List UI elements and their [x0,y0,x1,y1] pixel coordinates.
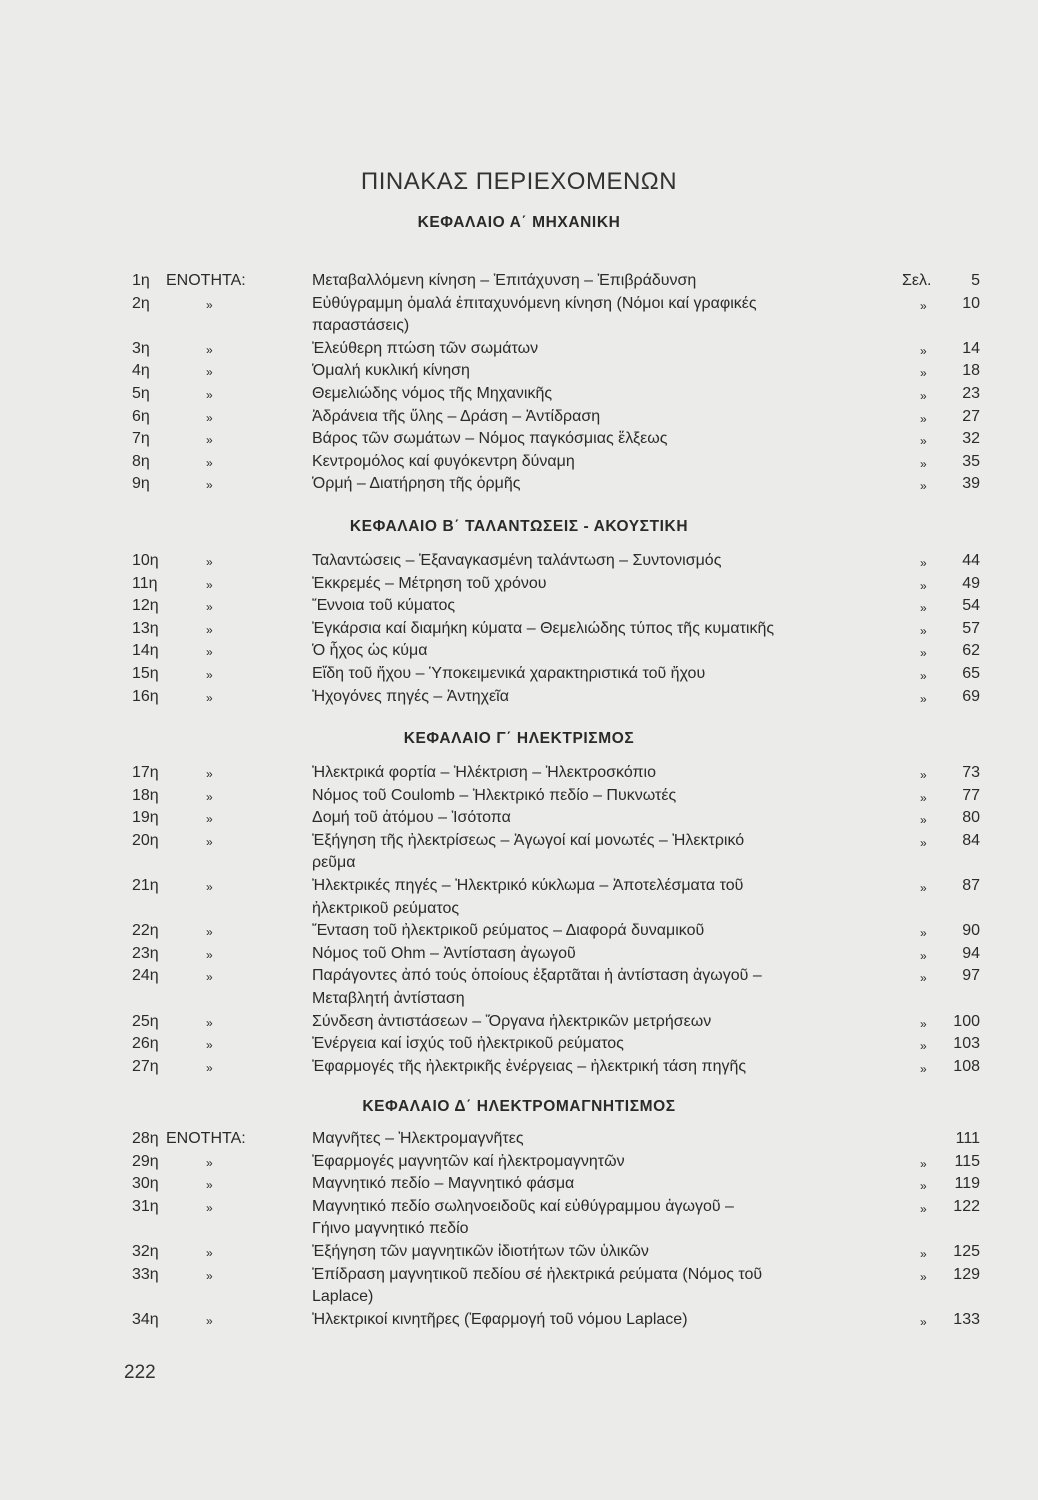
entry-unit-label: » [206,1313,213,1328]
ditto-mark: » [920,601,927,616]
entry-page: 84 [962,831,980,849]
entry-title-continued: ἠλεκτρικοῦ ρεύματος [312,899,460,917]
entry-title: Μαγνητικό πεδίο σωληνοειδοῦς καί εὐθύγραμμου ἀγωγοῦ – [312,1197,734,1215]
entry-unit-label: ΕΝΟΤΗΤΑ: [166,272,246,289]
entry-unit-label: » [206,947,213,962]
chapter-heading: ΚΕΦΑΛΑΙΟ Δ΄ ΗΛΕΚΤΡΟΜΑΓΝΗΤΙΣΜΟΣ [362,1098,676,1115]
ditto-mark: » [920,881,927,895]
entry-number: 32η [132,1243,159,1260]
ditto-mark: » [920,1269,927,1284]
entry-page: 100 [953,1012,980,1030]
entry-number: 27η [132,1057,159,1075]
ditto-mark: » [920,1201,927,1216]
entry-number: 1η [132,272,150,289]
ditto-mark: » [920,948,927,963]
entry-page: 77 [962,786,980,804]
entry-page: 129 [953,1265,980,1283]
ditto-mark: » [920,768,927,782]
ditto-mark: » [920,1179,927,1194]
ditto-mark: » [920,669,927,683]
entry-unit-label: » [206,1015,213,1030]
ditto-mark: » [920,835,927,850]
entry-number: 12η [132,597,159,615]
entry-unit-label: » [206,690,213,705]
entry-unit-label: » [206,668,213,682]
entry-page: 14 [962,339,980,357]
entry-title: Ἐλεύθερη πτώση τῶν σωμάτων [312,339,539,357]
ditto-mark: » [920,926,927,941]
entry-number: 10η [132,552,159,569]
entry-title: Ὁ ἦχος ὡς κύμα [312,642,428,660]
entry-title: Ἀδράνεια τῆς ὕλης – Δράση – Ἀντίδραση [312,407,601,425]
entry-page: 18 [962,362,980,380]
entry-title: Μαγνῆτες – Ἠλεκτρομαγνῆτες [312,1130,524,1147]
entry-unit-label: » [206,555,213,569]
entry-page: 35 [962,452,980,470]
entry-page: 5 [971,272,980,289]
entry-title: Ὁρμή – Διατήρηση τῆς ὁρμῆς [312,475,521,493]
entry-unit-label: » [206,577,213,592]
entry-page: 103 [953,1035,980,1053]
entry-page: 97 [962,967,980,985]
entry-title: Ἠλεκτρικές πηγές – Ἠλεκτρικό κύκλωμα – Ἀποτελέσματα τοῦ [312,877,744,894]
entry-page: 115 [954,1152,980,1170]
entry-title: Ἠλεκτρικά φορτία – Ἠλέκτριση – Ἠλεκτροσκόπιο [312,764,656,781]
entry-title: Μαγνητικό πεδίο – Μαγνητικό φάσμα [312,1175,575,1193]
ditto-mark: » [920,556,927,570]
entry-title: Ἐφαρμογές τῆς ἠλεκτρικῆς ἐνέργειας – ἠλεκτρική τάση πηγῆς [312,1057,747,1075]
entry-page: 94 [962,944,980,962]
entry-number: 3η [132,339,150,357]
entry-number: 25η [132,1012,159,1030]
ditto-mark: » [920,1314,927,1329]
entry-page: 10 [962,294,980,312]
entry-unit-label: » [206,388,213,402]
entry-number: 4η [132,362,150,380]
entry-title: Ἐξήγηση τῆς ἠλεκτρίσεως – Ἀγωγοί καί μονωτές – Ἠλεκτρικό [312,831,745,849]
entry-page: 69 [962,687,980,705]
entry-unit-label: » [206,622,213,637]
entry-title: Ἐνέργεια καί ἰσχύς τοῦ ἠλεκτρικοῦ ρεύματος [312,1035,624,1053]
entry-title: Νόμος τοῦ Ohm – Ἀντίσταση ἀγωγοῦ [312,944,576,962]
ditto-mark: » [920,298,927,313]
entry-number: 16η [132,687,159,705]
entry-title: Ἐκκρεμές – Μέτρηση τοῦ χρόνου [312,574,547,592]
ditto-mark: » [920,1247,927,1261]
entry-page: 111 [955,1130,980,1147]
entry-number: 21η [132,877,159,894]
ditto-mark: » [920,1016,927,1031]
entry-page: 80 [962,809,980,827]
entry-number: 19η [132,809,159,827]
entry-number: 22η [132,922,159,940]
entry-number: 28η [132,1130,159,1147]
ditto-mark: » [920,366,927,381]
entry-title-continued: Laplace) [312,1288,374,1306]
entry-unit-label: » [206,342,213,357]
entry-number: 30η [132,1175,159,1193]
entry-title: Εἴδη τοῦ ἤχου – Ὑποκειμενικά χαρακτηριστικά τοῦ ἤχου [312,665,706,682]
entry-unit-label: » [206,1155,213,1170]
entry-unit-label: » [206,433,213,448]
entry-page: 49 [962,574,980,592]
entry-number: 11η [132,574,158,592]
page-title: ΠΙΝΑΚΑΣ ΠΕΡΙΕΧΟΜΕΝΩΝ [360,168,678,195]
entry-number: 6η [132,407,150,425]
entry-title: Δομή τοῦ ἀτόμου – Ἰσότοπα [312,809,511,827]
entry-number: 18η [132,786,159,804]
entry-unit-label: » [206,789,213,804]
entry-number: 29η [132,1152,159,1170]
entry-title: Ἐπίδραση μαγνητικοῦ πεδίου σέ ἠλεκτρικά ρεύματα (Νόμος τοῦ [312,1265,763,1283]
entry-title: Κεντρομόλος καί φυγόκεντρη δύναμη [312,452,575,470]
entry-title: Νόμος τοῦ Coulomb – Ἠλεκτρικό πεδίο – Πυκνωτές [312,786,677,804]
entry-page: 32 [962,430,980,448]
entry-title: Εὐθύγραμμη ὁμαλά ἐπιταχυνόμενη κίνηση (Νόμοι καί γραφικές [312,294,757,312]
entry-title: Ἠλεκτρικοί κινητῆρες (Ἐφαρμογή τοῦ νόμου Laplace) [312,1310,688,1328]
entry-title: Ταλαντώσεις – Ἐξαναγκασμένη ταλάντωση – Συντονισμός [312,552,722,569]
chapter-heading: ΚΕΦΑΛΑΙΟ Γ΄ ΗΛΕΚΤΡΙΣΜΟΣ [403,730,635,747]
entry-title: Ἐγκάρσια καί διαμήκη κύματα – Θεμελιώδης τύπος τῆς κυματικῆς [312,619,775,637]
entry-page: 90 [962,922,980,940]
page-label: Σελ. [902,272,932,289]
ditto-mark: » [920,813,927,828]
entry-page: 65 [962,665,980,682]
entry-unit-label: ΕΝΟΤΗΤΑ: [166,1130,246,1147]
entry-page: 27 [962,407,980,425]
ditto-mark: » [920,479,927,494]
ditto-mark: » [920,1156,927,1171]
entry-title: Ἐξήγηση τῶν μαγνητικῶν ἰδιοτήτων τῶν ὑλικῶν [312,1243,649,1260]
entry-unit-label: » [206,1200,213,1215]
entry-unit-label: » [206,600,213,615]
entry-number: 34η [132,1310,159,1328]
entry-page: 133 [953,1310,980,1328]
entry-title: Σύνδεση ἀντιστάσεων – Ὄργανα ἠλεκτρικῶν μετρήσεων [312,1012,712,1030]
entry-title: Θεμελιώδης νόμος τῆς Μηχανικῆς [312,385,553,402]
entry-number: 9η [132,475,150,493]
entry-unit-label: » [206,1038,213,1053]
entry-number: 33η [132,1265,159,1283]
entry-number: 20η [132,831,159,849]
page-number: 222 [124,1362,156,1383]
entry-title: Ἔννοια τοῦ κύματος [312,597,456,615]
entry-title: Ἐφαρμογές μαγνητῶν καί ἠλεκτρομαγνητῶν [312,1152,625,1170]
ditto-mark: » [920,623,927,638]
entry-unit-label: » [206,645,213,660]
ditto-mark: » [920,389,927,403]
entry-unit-label: » [206,1246,213,1260]
ditto-mark: » [920,578,927,593]
entry-title-continued: παραστάσεις) [312,317,410,335]
ditto-mark: » [920,790,927,805]
entry-page: 57 [962,619,980,637]
entry-page: 23 [962,385,980,402]
entry-page: 62 [962,642,980,660]
entry-page: 125 [953,1243,980,1260]
ditto-mark: » [920,646,927,661]
entry-unit-label: » [206,1268,213,1283]
ditto-mark: » [920,411,927,426]
entry-unit-label: » [206,478,213,493]
entry-title: Ὁμαλή κυκλική κίνηση [312,362,470,380]
entry-number: 26η [132,1035,159,1053]
entry-title-continued: ρεῦμα [312,854,356,872]
entry-number: 23η [132,944,159,962]
entry-unit-label: » [206,767,213,781]
entry-page: 54 [962,597,980,615]
entry-number: 14η [132,642,159,660]
entry-page: 44 [962,552,980,569]
entry-unit-label: » [206,970,213,985]
entry-title-continued: Γήινο μαγνητικό πεδίο [312,1220,469,1238]
entry-title: Παράγοντες ἀπό τούς ὁποίους ἐξαρτᾶται ἡ ἀντίσταση ἀγωγοῦ – [312,967,762,985]
entry-number: 15η [132,665,159,682]
entry-unit-label: » [206,365,213,380]
entry-page: 87 [962,877,980,894]
entry-number: 17η [132,764,159,781]
entry-number: 31η [132,1197,159,1215]
ditto-mark: » [920,456,927,471]
ditto-mark: » [920,1039,927,1054]
entry-title: Ἔνταση τοῦ ἠλεκτρικοῦ ρεύματος – Διαφορά δυναμικοῦ [312,922,705,940]
entry-unit-label: » [206,925,213,940]
ditto-mark: » [920,343,927,358]
ditto-mark: » [920,1061,927,1076]
entry-number: 8η [132,452,150,470]
ditto-mark: » [920,434,927,449]
chapter-heading: ΚΕΦΑΛΑΙΟ Β΄ ΤΑΛΑΝΤΩΣΕΙΣ - ΑΚΟΥΣΤΙΚΗ [349,518,689,535]
entry-number: 2η [132,294,150,312]
entry-unit-label: » [206,834,213,849]
entry-page: 119 [954,1175,980,1193]
entry-unit-label: » [206,455,213,470]
entry-title: Βάρος τῶν σωμάτων – Νόμος παγκόσμιας ἕλξεως [312,430,668,448]
entry-number: 5η [132,385,150,402]
entry-number: 7η [132,430,150,448]
entry-page: 122 [953,1197,980,1215]
entry-title: Ἠχογόνες πηγές – Ἀντηχεῖα [312,687,509,705]
entry-unit-label: » [206,297,213,312]
entry-page: 108 [953,1057,980,1075]
entry-title: Μεταβαλλόμενη κίνηση – Ἐπιτάχυνση – Ἐπιβράδυνση [312,272,697,289]
entry-title-continued: Μεταβλητή ἀντίσταση [312,990,465,1007]
entry-unit-label: » [206,1060,213,1075]
entry-number: 13η [132,619,159,637]
entry-unit-label: » [206,410,213,425]
ditto-mark: » [920,971,927,986]
entry-page: 73 [962,764,980,781]
entry-unit-label: » [206,812,213,827]
ditto-mark: » [920,691,927,706]
entry-unit-label: » [206,1178,213,1193]
entry-page: 39 [962,475,980,493]
entry-unit-label: » [206,880,213,894]
chapter-heading: ΚΕΦΑΛΑΙΟ Α΄ ΜΗΧΑΝΙΚΗ [417,214,621,231]
entry-number: 24η [132,967,159,985]
